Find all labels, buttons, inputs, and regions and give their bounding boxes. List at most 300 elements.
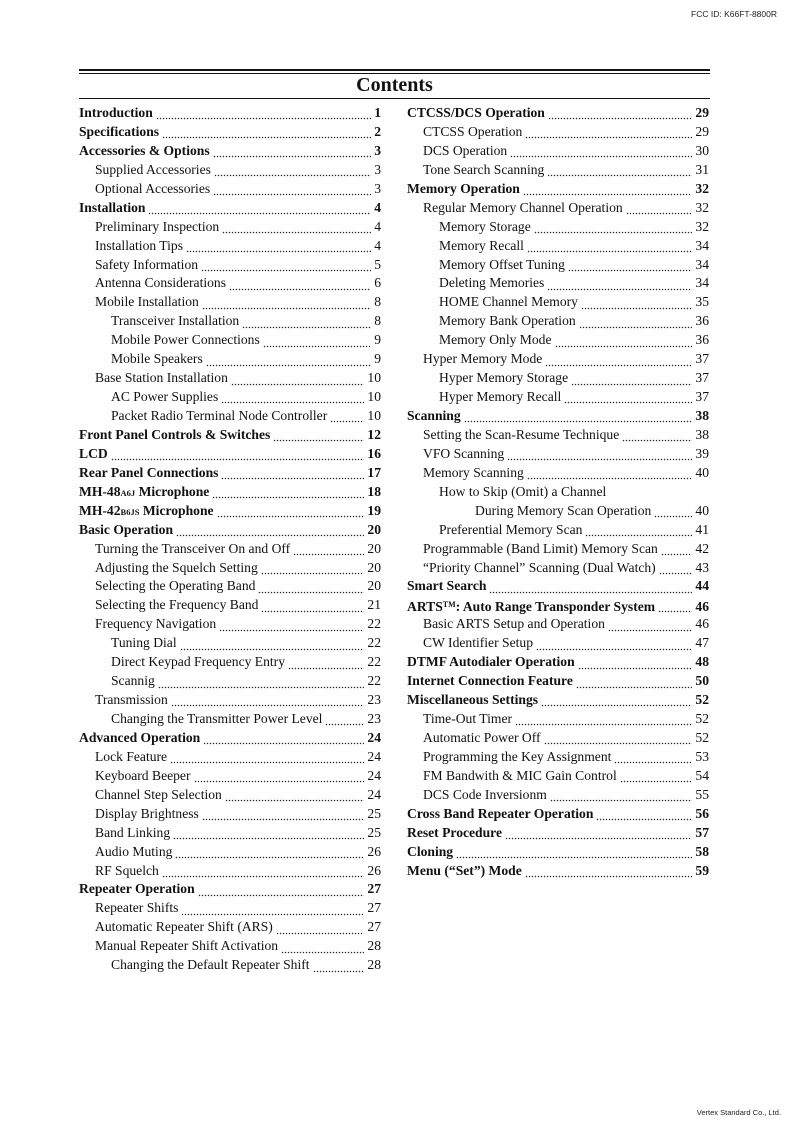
toc-entry-text: Lock Feature xyxy=(95,748,168,764)
toc-entry-title xyxy=(79,502,214,522)
dot-leader xyxy=(176,521,364,540)
toc-entry-text: Specifications xyxy=(79,123,160,139)
toc-entry-title xyxy=(423,710,512,729)
toc-page-number: 32 xyxy=(695,180,709,196)
toc-entry[interactable] xyxy=(407,729,709,748)
toc-entry-title xyxy=(95,843,172,862)
toc-entry[interactable] xyxy=(407,388,709,407)
toc-entry[interactable] xyxy=(407,350,709,369)
toc-page-number: 26 xyxy=(367,862,381,878)
toc-page-number: 31 xyxy=(695,161,709,177)
toc-entry-text: Keyboard Beeper xyxy=(95,767,191,783)
toc-page-number: 17 xyxy=(367,464,381,480)
toc-entry-title xyxy=(95,862,159,881)
toc-entry[interactable] xyxy=(407,767,709,786)
toc-page-number: 23 xyxy=(367,692,381,708)
toc-entry[interactable] xyxy=(79,369,381,388)
toc-entry[interactable] xyxy=(79,899,381,918)
toc-entry-text: Memory Recall xyxy=(439,237,524,253)
toc-entry-text: Regular Memory Channel Operation xyxy=(423,199,623,215)
toc-entry[interactable] xyxy=(407,123,709,142)
dot-leader xyxy=(622,426,692,445)
toc-entry-text: Front Panel Controls & Switches xyxy=(79,426,271,442)
toc-page-number: 56 xyxy=(695,805,709,821)
toc-page-number: 20 xyxy=(367,521,381,537)
dot-leader xyxy=(212,483,364,502)
toc-entry[interactable] xyxy=(79,199,381,218)
toc-entry-title xyxy=(79,199,145,218)
toc-entry-text: Repeater Shifts xyxy=(95,900,179,916)
dot-leader xyxy=(547,274,692,293)
toc-entry[interactable] xyxy=(79,559,381,578)
toc-entry[interactable] xyxy=(79,350,381,369)
toc-entry-title xyxy=(475,502,651,521)
toc-entry-text: Antenna Considerations xyxy=(95,275,227,291)
toc-entry-text: Turning the Transceiver On and Off xyxy=(95,540,291,556)
toc-page-number: 39 xyxy=(695,445,709,461)
toc-entry-text: RF Squelch xyxy=(95,862,159,878)
toc-entry[interactable] xyxy=(79,104,381,123)
toc-entry[interactable] xyxy=(79,634,381,653)
toc-entry-text: Menu (“Set”) Mode xyxy=(407,862,522,878)
toc-entry[interactable] xyxy=(407,672,709,691)
toc-page-number: 41 xyxy=(695,521,709,537)
toc-page-number: 24 xyxy=(367,767,381,783)
toc-entry[interactable] xyxy=(79,274,381,293)
toc-page-number: 28 xyxy=(367,938,381,954)
toc-entry-text: Selecting the Operating Band xyxy=(95,578,256,594)
toc-entry[interactable] xyxy=(407,369,709,388)
toc-entry[interactable] xyxy=(79,180,381,199)
toc-entry-text: Tuning Dial xyxy=(111,635,177,651)
toc-entry[interactable] xyxy=(407,237,709,256)
toc-entry[interactable] xyxy=(407,862,709,881)
toc-entry-text: FM Bandwith & MIC Gain Control xyxy=(423,767,617,783)
dot-leader xyxy=(608,615,692,634)
toc-entry[interactable] xyxy=(79,596,381,615)
toc-entry-text: Frequency Navigation xyxy=(95,616,217,632)
toc-page-number: 25 xyxy=(367,824,381,840)
toc-entry-text: CTCSS Operation xyxy=(423,123,523,139)
toc-entry-text: Accessories & Options xyxy=(79,142,210,158)
toc-page-number: 24 xyxy=(367,729,381,745)
toc-entry[interactable] xyxy=(79,615,381,634)
toc-entry-text: Miscellaneous Settings xyxy=(407,692,539,708)
toc-entry-title xyxy=(423,748,611,767)
toc-entry-title xyxy=(423,350,542,369)
toc-entry[interactable] xyxy=(79,577,381,596)
toc-entry-title xyxy=(407,104,545,123)
toc-entry[interactable] xyxy=(79,142,381,161)
toc-page-number: 10 xyxy=(367,408,381,423)
toc-entry[interactable] xyxy=(407,256,709,275)
toc-entry-title xyxy=(79,426,270,445)
toc-entry-text: Reset Procedure xyxy=(407,824,502,840)
dot-leader xyxy=(576,672,693,691)
dot-leader xyxy=(203,729,364,748)
toc-page-number: 25 xyxy=(367,805,381,821)
toc-page-number: 16 xyxy=(367,445,381,461)
toc-entry-text: DCS Operation xyxy=(423,142,508,158)
toc-entry-text: Audio Muting xyxy=(95,843,173,859)
toc-entry[interactable] xyxy=(79,256,381,275)
toc-entry-title xyxy=(95,767,191,786)
toc-entry-title xyxy=(423,464,524,483)
toc-entry[interactable] xyxy=(407,615,709,634)
toc-page-number: 37 xyxy=(695,351,709,367)
toc-entry[interactable] xyxy=(79,521,381,540)
toc-entry[interactable] xyxy=(79,729,381,748)
toc-page-number: 1 xyxy=(374,105,381,120)
toc-entry-text: Setting the Scan-Resume Technique xyxy=(423,426,620,442)
toc-page-number: 22 xyxy=(367,654,381,670)
toc-entry[interactable] xyxy=(407,824,709,843)
dot-leader xyxy=(523,180,693,199)
toc-entry-text: DTMF Autodialer Operation xyxy=(407,654,575,670)
toc-entry[interactable] xyxy=(79,937,381,956)
toc-entry-title xyxy=(79,142,210,161)
toc-entry-title xyxy=(423,615,605,634)
toc-entry[interactable] xyxy=(79,824,381,843)
toc-entry-title xyxy=(407,596,655,617)
toc-entry-text: Deleting Memories xyxy=(439,275,545,291)
dot-leader xyxy=(261,559,365,578)
toc-page-number: 36 xyxy=(695,332,709,348)
toc-entry[interactable] xyxy=(79,748,381,767)
toc-entry[interactable] xyxy=(79,293,381,312)
dot-leader xyxy=(525,123,692,142)
toc-entry[interactable] xyxy=(407,502,709,521)
dot-leader xyxy=(170,748,364,767)
dot-leader xyxy=(213,180,371,199)
dot-leader xyxy=(579,312,693,331)
toc-page-number: 44 xyxy=(695,578,709,594)
dot-leader xyxy=(217,502,365,521)
toc-entry[interactable] xyxy=(79,388,381,407)
toc-entry-title xyxy=(407,824,502,843)
toc-entry-title xyxy=(95,218,219,237)
toc-entry-text: Optional Accessories xyxy=(95,180,211,196)
toc-entry-text: LCD xyxy=(79,445,108,461)
toc-entry[interactable] xyxy=(407,199,709,218)
dot-leader xyxy=(242,312,371,331)
toc-entry[interactable] xyxy=(79,312,381,331)
toc-entry[interactable] xyxy=(79,956,381,975)
toc-entry[interactable] xyxy=(79,407,381,426)
dot-leader xyxy=(581,293,692,312)
toc-entry-title xyxy=(95,293,199,312)
dot-leader xyxy=(221,464,364,483)
toc-entry[interactable] xyxy=(79,672,381,691)
toc-entry-title xyxy=(423,540,658,559)
toc-entry-text: Basic ARTS Setup and Operation xyxy=(423,616,605,632)
toc-entry-title xyxy=(111,331,260,350)
toc-entry-title xyxy=(95,274,226,293)
toc-entry[interactable] xyxy=(79,237,381,256)
dot-leader xyxy=(545,350,692,369)
dot-leader xyxy=(527,464,693,483)
toc-entry[interactable] xyxy=(79,445,381,464)
toc-entry-title xyxy=(439,256,565,275)
toc-page-number: 52 xyxy=(695,729,709,745)
dot-leader xyxy=(156,104,371,123)
toc-entry[interactable] xyxy=(407,577,709,596)
toc-entry[interactable] xyxy=(407,180,709,199)
toc-entry-title xyxy=(95,161,211,180)
title-bottom-rule xyxy=(79,98,710,99)
toc-page-number: 52 xyxy=(695,692,709,708)
dot-leader xyxy=(222,218,371,237)
toc-left-column xyxy=(79,104,381,975)
toc-entry[interactable] xyxy=(407,464,709,483)
toc-entry-title xyxy=(111,350,203,369)
toc-entry-title xyxy=(439,521,582,540)
toc-entry-title xyxy=(111,653,285,672)
toc-entry-text: Transceiver Installation xyxy=(111,313,240,329)
toc-entry-text: Packet Radio Terminal Node Controller xyxy=(111,408,328,423)
toc-entry-title xyxy=(79,104,153,123)
toc-entry-title xyxy=(111,672,155,691)
toc-entry-title xyxy=(79,729,200,748)
toc-entry-title xyxy=(79,123,159,142)
toc-entry-text: Cross Band Repeater Operation xyxy=(407,805,594,821)
toc-entry[interactable] xyxy=(407,521,709,540)
dot-leader xyxy=(654,502,692,521)
toc-page-number: 34 xyxy=(695,256,709,272)
dot-leader xyxy=(261,596,364,615)
toc-entry[interactable] xyxy=(79,918,381,937)
toc-entry-text: Band Linking xyxy=(95,824,171,840)
toc-entry[interactable] xyxy=(79,710,381,729)
dot-leader xyxy=(578,653,693,672)
toc-entry[interactable] xyxy=(79,218,381,237)
toc-entry-title xyxy=(423,199,623,218)
toc-page-number: 34 xyxy=(695,237,709,253)
toc-entry-text: Time-Out Timer xyxy=(423,711,513,726)
toc-entry-text: CTCSS/DCS Operation xyxy=(407,105,545,120)
toc-entry[interactable] xyxy=(79,767,381,786)
toc-entry-text: MH-48 xyxy=(79,483,121,499)
toc-entry-text: Transmission xyxy=(95,692,168,708)
toc-entry[interactable] xyxy=(407,407,709,426)
toc-entry-title xyxy=(423,786,547,805)
dot-leader xyxy=(658,596,692,615)
toc-page-number: 38 xyxy=(695,408,709,423)
toc-entry[interactable] xyxy=(79,426,381,445)
toc-entry[interactable] xyxy=(79,161,381,180)
dot-leader xyxy=(181,899,364,918)
toc-entry[interactable] xyxy=(407,445,709,464)
toc-entry-title xyxy=(423,426,619,445)
toc-page-number: 3 xyxy=(374,142,381,158)
toc-entry-text: Memory Storage xyxy=(439,218,531,234)
toc-entry[interactable] xyxy=(407,843,709,862)
toc-page-number: 5 xyxy=(374,256,381,272)
toc-entry[interactable] xyxy=(79,483,381,502)
toc-entry-text: During Memory Scan Operation xyxy=(475,502,652,518)
toc-entry[interactable] xyxy=(79,691,381,710)
toc-page-number: 54 xyxy=(695,767,709,783)
toc-page-number: 8 xyxy=(374,294,381,310)
dot-leader xyxy=(550,786,693,805)
toc-entry-title xyxy=(439,237,524,256)
toc-page-number: 22 xyxy=(367,616,381,632)
toc-entry-title xyxy=(439,331,552,350)
toc-entry[interactable] xyxy=(407,653,709,672)
toc-page-number: 19 xyxy=(367,502,381,518)
toc-entry[interactable] xyxy=(79,123,381,142)
trademark-mark: TM xyxy=(442,600,456,610)
toc-entry[interactable] xyxy=(79,464,381,483)
toc-entry[interactable] xyxy=(407,218,709,237)
toc-entry-text: Advanced Operation xyxy=(79,729,201,745)
dot-leader xyxy=(293,540,364,559)
toc-entry[interactable] xyxy=(79,862,381,881)
toc-entry-title xyxy=(95,369,228,388)
model-suffix: B6JS xyxy=(120,506,140,517)
toc-entry-text: Internet Connection Feature xyxy=(407,673,573,689)
toc-entry[interactable] xyxy=(407,540,709,559)
toc-page-number: 32 xyxy=(695,199,709,215)
toc-entry[interactable] xyxy=(407,104,709,123)
toc-entry-text: Mobile Installation xyxy=(95,294,199,310)
toc-entry[interactable] xyxy=(407,293,709,312)
toc-entry[interactable] xyxy=(407,274,709,293)
toc-entry-text-continued: Microphone xyxy=(139,502,214,518)
toc-entry-title xyxy=(95,748,167,767)
toc-entry-text: Memory Only Mode xyxy=(439,332,552,348)
toc-entry-title xyxy=(95,596,258,615)
dot-leader xyxy=(175,843,364,862)
toc-entry-title xyxy=(111,710,322,729)
toc-entry[interactable] xyxy=(79,331,381,350)
dot-leader xyxy=(221,388,364,407)
toc-page-number: 21 xyxy=(367,597,381,613)
toc-page-number: 2 xyxy=(374,123,381,139)
toc-entry[interactable] xyxy=(407,161,709,180)
dot-leader xyxy=(162,123,371,142)
toc-entry-title xyxy=(79,464,218,483)
toc-page-number: 3 xyxy=(374,161,381,177)
toc-page-number: 40 xyxy=(695,464,709,480)
dot-leader xyxy=(330,407,364,426)
toc-entry-title xyxy=(423,445,504,464)
toc-entry-text: Mobile Speakers xyxy=(111,351,203,367)
dot-leader xyxy=(214,161,371,180)
dot-leader xyxy=(568,256,693,275)
toc-entry[interactable] xyxy=(407,559,709,578)
dot-leader xyxy=(225,786,365,805)
dot-leader xyxy=(626,199,693,218)
dot-leader xyxy=(148,199,371,218)
toc-entry[interactable] xyxy=(407,805,709,824)
toc-page-number: 20 xyxy=(367,540,381,556)
toc-entry-title xyxy=(423,161,544,180)
toc-entry[interactable] xyxy=(407,786,709,805)
toc-page-number: 42 xyxy=(695,540,709,556)
toc-entry[interactable] xyxy=(407,691,709,710)
dot-leader xyxy=(555,331,693,350)
toc-entry-title xyxy=(439,483,606,502)
toc-entry[interactable] xyxy=(407,710,709,729)
toc-entry[interactable] xyxy=(79,843,381,862)
dot-leader xyxy=(547,161,692,180)
dot-leader xyxy=(325,710,364,729)
toc-entry-text: Scanning xyxy=(407,408,461,423)
toc-page-number: 18 xyxy=(367,483,381,499)
toc-entry[interactable] xyxy=(407,483,709,502)
toc-entry-text: VFO Scanning xyxy=(423,445,505,461)
toc-entry-text: Selecting the Frequency Band xyxy=(95,597,259,613)
toc-entry-title xyxy=(407,805,593,824)
toc-page-number: 8 xyxy=(374,313,381,329)
toc-page-number: 20 xyxy=(367,578,381,594)
toc-page-number: 53 xyxy=(695,748,709,764)
toc-entry-title xyxy=(407,407,461,426)
toc-entry[interactable] xyxy=(407,634,709,653)
dot-leader xyxy=(288,653,364,672)
toc-entry-text: Tone Search Scanning xyxy=(423,161,545,177)
dot-leader xyxy=(489,577,692,596)
toc-entry[interactable] xyxy=(79,786,381,805)
toc-entry[interactable] xyxy=(79,805,381,824)
toc-entry-text: Memory Bank Operation xyxy=(439,313,576,329)
toc-entry[interactable] xyxy=(79,540,381,559)
toc-entry[interactable] xyxy=(79,880,381,899)
toc-entry[interactable] xyxy=(407,748,709,767)
toc-page-number: 29 xyxy=(695,105,709,120)
toc-entry-title xyxy=(95,918,273,937)
toc-entry-title xyxy=(95,899,178,918)
toc-page-number: 9 xyxy=(374,332,381,348)
toc-entry[interactable] xyxy=(407,596,709,615)
toc-page-number: 26 xyxy=(367,843,381,859)
dot-leader xyxy=(313,956,365,975)
toc-page-number: 6 xyxy=(374,275,381,291)
toc-entry-title xyxy=(79,880,195,899)
toc-entry-title xyxy=(439,293,578,312)
toc-entry[interactable] xyxy=(407,426,709,445)
toc-entry-text: Automatic Power Off xyxy=(423,729,541,745)
toc-entry-text: Automatic Repeater Shift (ARS) xyxy=(95,919,273,935)
toc-page-number: 47 xyxy=(695,635,709,651)
toc-entry-text: Preliminary Inspection xyxy=(95,218,220,234)
dot-leader xyxy=(571,369,692,388)
toc-entry-text: DCS Code Inversionm xyxy=(423,786,547,802)
dot-leader xyxy=(213,142,372,161)
toc-entry-text: Channel Step Selection xyxy=(95,786,222,802)
toc-entry-text: How to Skip (Omit) a Channel xyxy=(439,483,607,499)
toc-entry[interactable] xyxy=(407,331,709,350)
fcc-id: FCC ID: K66FT-8800R xyxy=(691,9,777,19)
toc-page-number: 10 xyxy=(367,370,381,386)
toc-entry-text: Changing the Transmitter Power Level xyxy=(111,711,323,726)
toc-entry[interactable] xyxy=(407,142,709,161)
dot-leader xyxy=(525,862,693,881)
dot-leader xyxy=(194,767,365,786)
toc-entry[interactable] xyxy=(79,653,381,672)
toc-entry-text-continued: Microphone xyxy=(135,483,210,499)
toc-entry-title xyxy=(95,256,198,275)
toc-entry-text: Cloning xyxy=(407,843,454,859)
toc-entry-text: Hyper Memory Mode xyxy=(423,351,543,367)
toc-entry[interactable] xyxy=(79,502,381,521)
toc-entry-text-continued: : Auto Range Transponder System xyxy=(455,599,656,615)
toc-entry[interactable] xyxy=(407,312,709,331)
toc-entry-title xyxy=(407,672,573,691)
toc-entry-title xyxy=(423,634,533,653)
toc-page-number: 10 xyxy=(367,389,381,405)
